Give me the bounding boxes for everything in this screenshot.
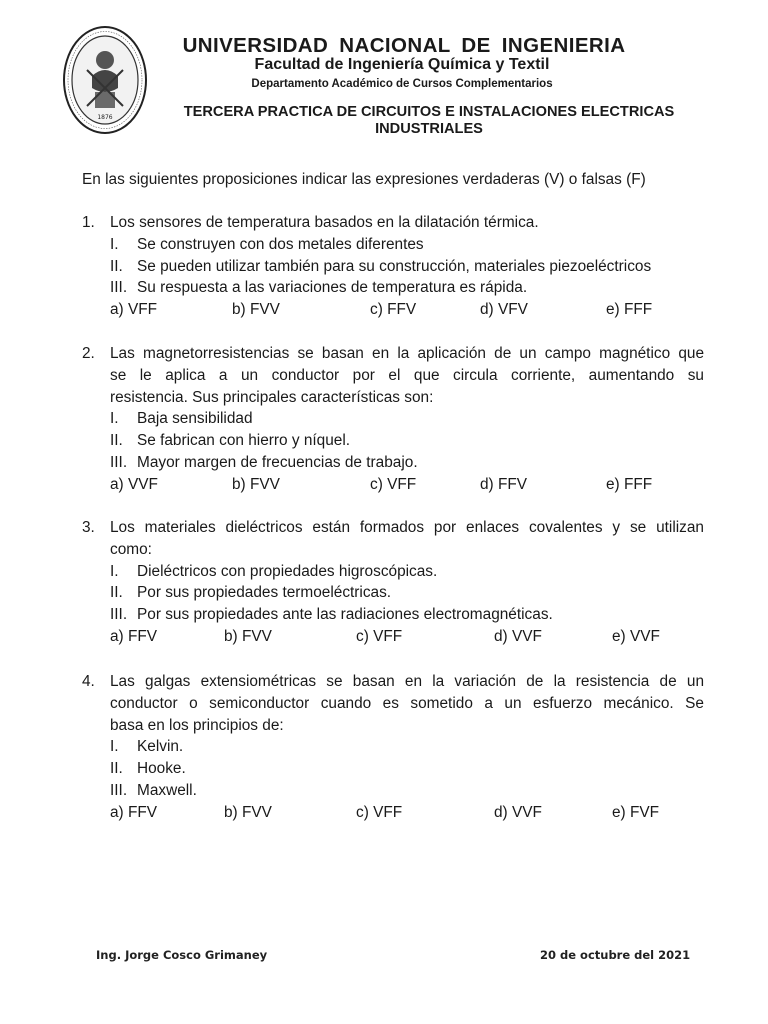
question-text-line: se le aplica a un conductor por el que circula corriente, aumentando su [110, 366, 704, 384]
answer-option: e) FVF [612, 803, 660, 821]
answer-option: a) VFF [110, 301, 158, 319]
footer-author: Ing. Jorge Cosco Grimaney [96, 948, 268, 962]
answer-option: d) VFV [480, 301, 528, 319]
proposition-item: Hooke. [137, 760, 186, 778]
item-numeral: II. [110, 257, 123, 275]
answer-option: e) FFF [606, 475, 653, 493]
item-numeral: I. [110, 235, 119, 253]
item-numeral: III. [110, 782, 128, 799]
item-numeral: I. [110, 410, 119, 428]
proposition-item: Se construyen con dos metales diferentes [137, 235, 424, 253]
faculty-name: Facultad de Ingeniería Química y Textil [254, 56, 550, 73]
answer-option: b) FVV [224, 803, 272, 821]
proposition-item: Kelvin. [137, 738, 184, 756]
question-text-line: como: [110, 540, 152, 558]
proposition-item: Se fabrican con hierro y níquel. [137, 432, 351, 450]
proposition-item: Baja sensibilidad [137, 410, 253, 428]
university-name: UNIVERSIDAD NACIONAL DE INGENIERIA [182, 34, 626, 57]
proposition-item: Por sus propiedades ante las radiaciones electromagnéticas. [137, 606, 553, 624]
item-numeral: III. [110, 279, 128, 297]
department-name: Departamento Académico de Cursos Complementarios [251, 78, 553, 90]
question-text-line: basa en los principios de: [110, 716, 284, 734]
question-number: 4. [82, 673, 95, 690]
answer-option: e) VVF [612, 628, 660, 645]
answer-option: b) FVV [232, 301, 280, 319]
proposition-item: Mayor margen de frecuencias de trabajo. [137, 454, 418, 471]
answer-option: a) FFV [110, 628, 158, 645]
proposition-item: Se pueden utilizar también para su construcción, materiales piezoeléctricos [137, 257, 652, 275]
proposition-item: Dieléctricos con propiedades higroscópicas. [137, 562, 438, 580]
document-title: TERCERA PRACTICA DE CIRCUITOS E INSTALACIONES ELECTRICAS INDUSTRIALES [183, 104, 675, 137]
item-numeral: III. [110, 454, 128, 471]
answer-option: d) VVF [494, 803, 542, 821]
question-text-line: conductor o semiconductor cuando es sometido a un esfuerzo mecánico. Se [110, 694, 704, 712]
item-numeral: III. [110, 606, 128, 624]
question-text-line: Los sensores de temperatura basados en la dilatación térmica. [110, 214, 539, 231]
question-text-line: Las galgas extensiométricas se basan en la variación de la resistencia de un [110, 673, 704, 690]
answer-option: c) VFF [370, 475, 417, 493]
answer-option: c) VFF [356, 628, 403, 645]
answer-option: c) VFF [356, 803, 403, 821]
question-text-line: Las magnetorresistencias se basan en la aplicación de un campo magnético que [110, 345, 704, 362]
answer-option: b) FVV [232, 475, 280, 493]
answer-option: a) FFV [110, 803, 158, 821]
question-number: 1. [82, 214, 95, 231]
proposition-item: Su respuesta a las variaciones de temperatura es rápida. [137, 279, 528, 297]
item-numeral: I. [110, 738, 119, 756]
question-text-line: resistencia. Sus principales características son: [110, 388, 434, 406]
question-number: 3. [82, 519, 95, 536]
proposition-item: Maxwell. [137, 782, 197, 799]
footer-date: 20 de octubre del 2021 [540, 948, 691, 962]
question-number: 2. [82, 345, 95, 362]
item-numeral: II. [110, 432, 123, 450]
answer-option: d) VVF [494, 628, 542, 645]
item-numeral: II. [110, 584, 123, 602]
seal-year: 1876 [97, 114, 113, 121]
answer-option: b) FVV [224, 628, 272, 645]
proposition-item: Por sus propiedades termoeléctricas. [137, 584, 392, 602]
answer-option: c) FFV [370, 301, 417, 319]
answer-option: a) VVF [110, 475, 158, 493]
answer-option: d) FFV [480, 475, 528, 493]
instruction-text: En las siguientes proposiciones indicar las expresiones verdaderas (V) o falsas (F) [82, 171, 646, 188]
answer-option: e) FFF [606, 301, 653, 319]
question-text-line: Los materiales dieléctricos están formados por enlaces covalentes y se utilizan [110, 519, 704, 536]
item-numeral: I. [110, 562, 119, 580]
item-numeral: II. [110, 760, 123, 778]
